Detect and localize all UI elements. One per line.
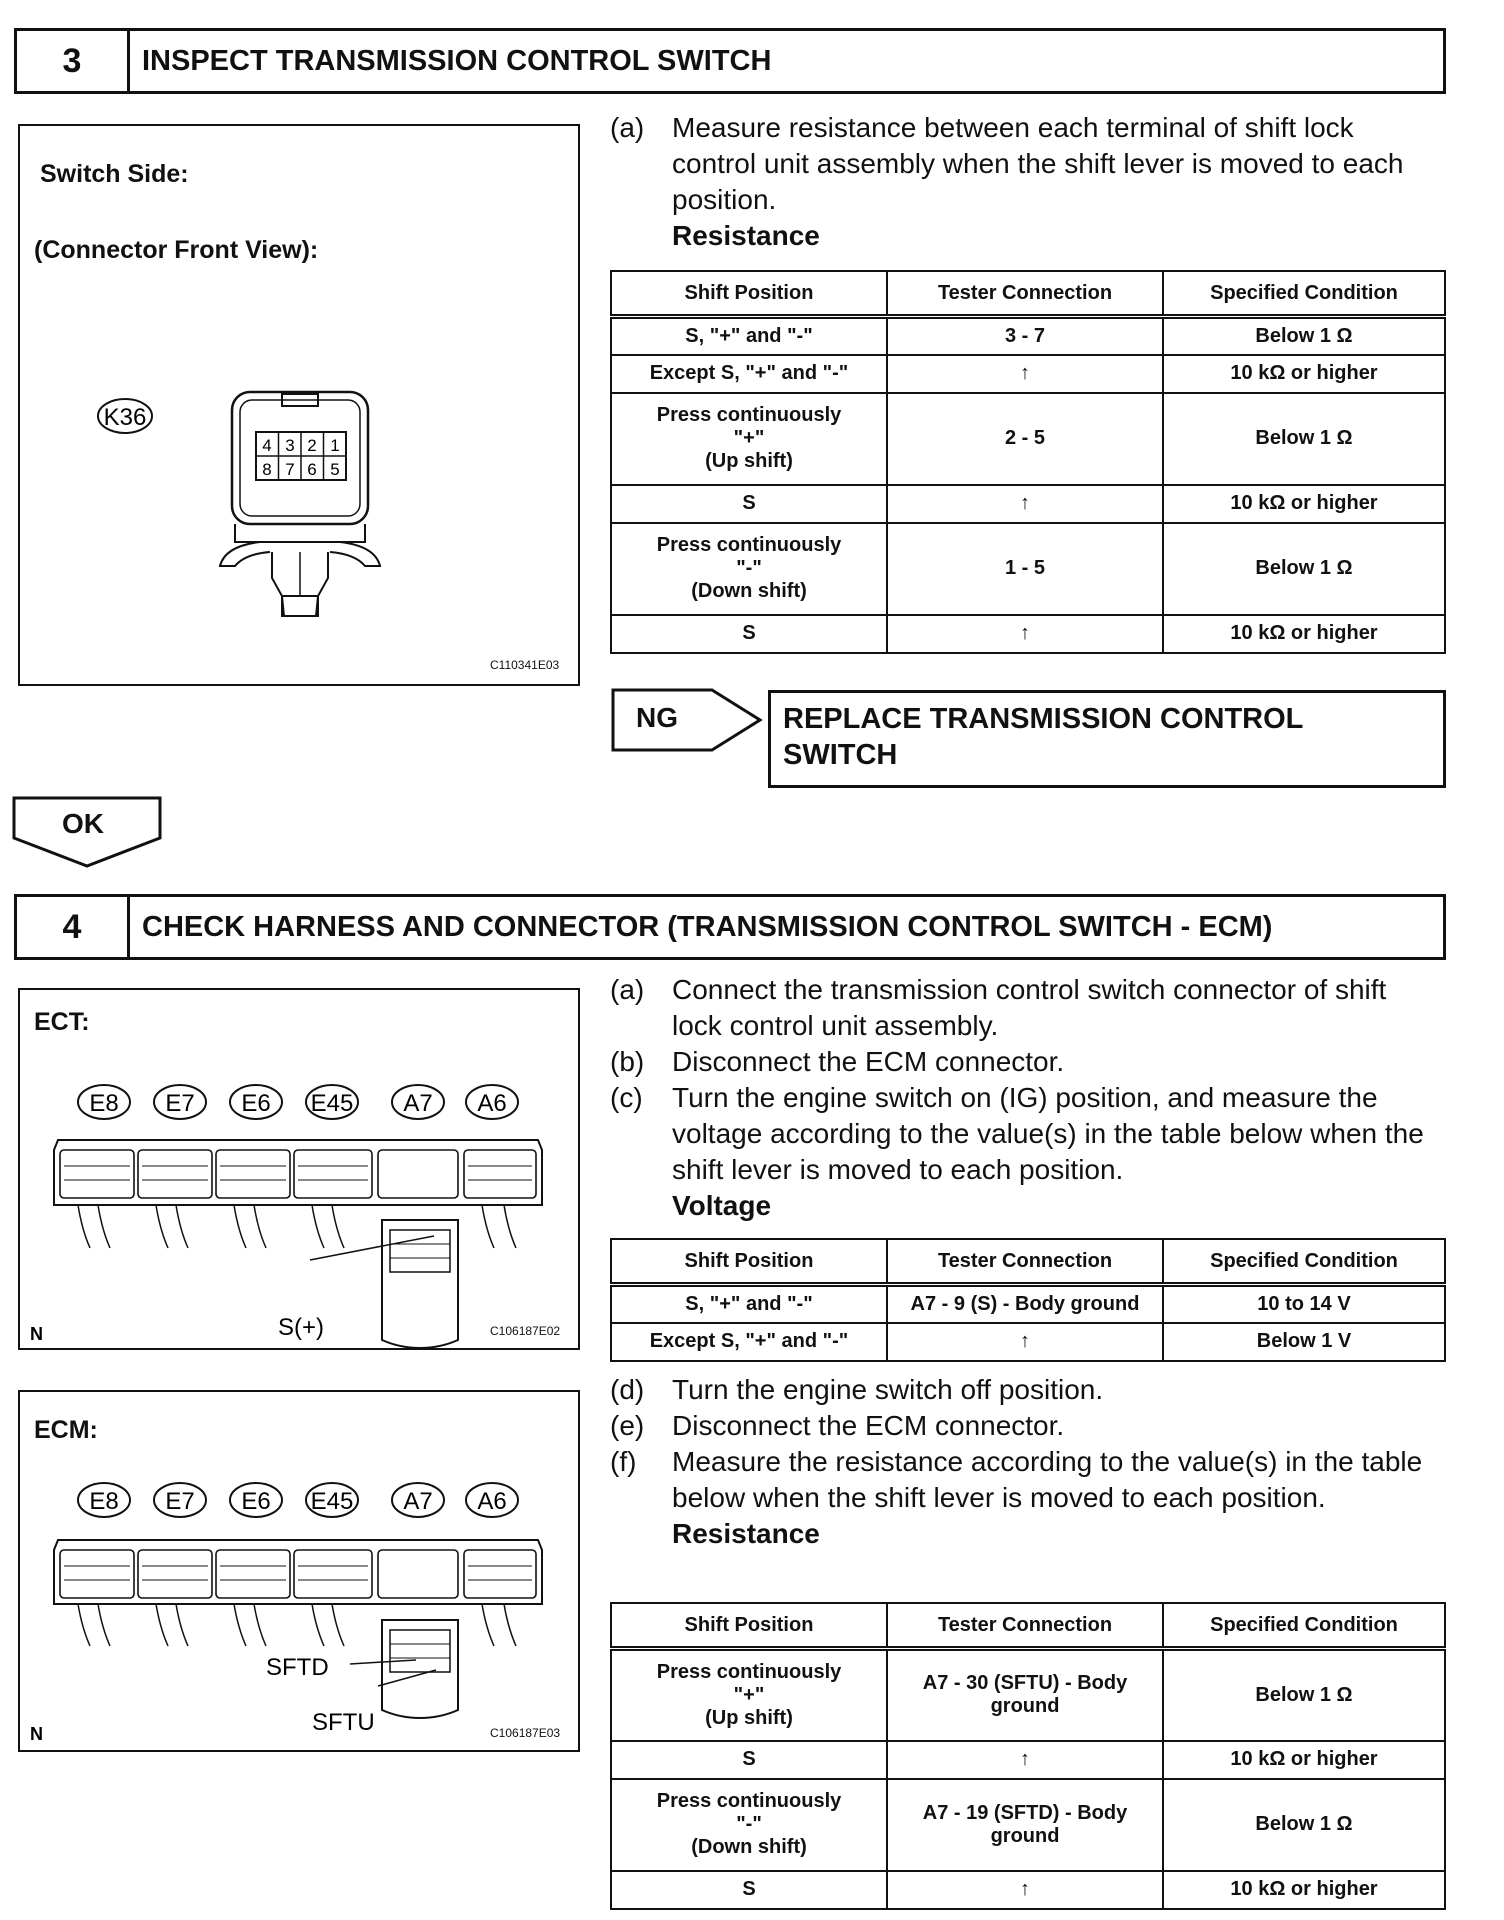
conn-e7: E7 [165,1488,195,1515]
step3-number: 3 [17,31,130,91]
cell-position: S [611,615,887,653]
col-header: Shift Position [611,1239,887,1285]
table-row [611,523,1445,615]
table-row [611,1871,1445,1909]
conn-e8: E8 [89,1488,119,1515]
step4-instructions-1 [610,972,1442,1224]
pin-4: 4 [262,436,272,455]
cell-position [611,1649,887,1741]
cell-condition: 10 kΩ or higher [1163,1741,1445,1779]
ect-ecu-drawing [20,990,578,1348]
cell-line: A7 - 30 (SFTU) - Body [922,1672,1128,1695]
table-row [611,355,1445,393]
cell-connection [887,1649,1163,1741]
figure-code: C106187E03 [490,1726,561,1740]
corner-n: N [30,1324,43,1344]
switch-side-label: Switch Side: [40,160,189,188]
conn-e6: E6 [241,1090,271,1117]
step3-title: INSPECT TRANSMISSION CONTROL SWITCH [142,44,772,77]
instruction-d [610,1372,1442,1408]
cell-line: "+" [733,1683,765,1706]
cell-condition: 10 kΩ or higher [1163,615,1445,653]
cell-position: S [611,1741,887,1779]
instruction-a [610,110,1442,218]
conn-e45: E45 [310,1090,354,1117]
cell-connection: ↑ [887,1871,1163,1909]
resistance-table-3 [610,270,1446,654]
table-row [611,317,1445,355]
instruction-text: Turn the engine switch on (IG) position, and measure the voltage according to the value(s) in the table below when the shift lever is moved to each position. [672,1082,1424,1185]
ok-label: OK [62,808,104,839]
step4-number: 4 [17,897,130,957]
resistance-table-4 [610,1602,1446,1910]
col-header: Specified Condition [1163,271,1445,317]
cell-connection: 3 - 7 [887,317,1163,355]
ect-connector-figure [18,988,580,1350]
conn-a7: A7 [403,1488,433,1515]
conn-a7: A7 [403,1090,433,1117]
table-row [611,615,1445,653]
instruction-letter: (b) [610,1046,645,1077]
cell-condition: 10 kΩ or higher [1163,355,1445,393]
ng-label: NG [636,702,678,733]
cell-connection: ↑ [887,485,1163,523]
ng-action-box [768,690,1446,788]
instruction-b [610,1044,1442,1080]
cell-line: "-" [736,1813,762,1835]
col-header: Tester Connection [887,1603,1163,1649]
sftd-label: SFTD [266,1654,329,1681]
cell-line: "-" [736,557,762,579]
step3-header [14,28,1446,94]
table-title: Voltage [672,1190,772,1221]
figure-code: C106187E02 [490,1324,561,1338]
step4-header [14,894,1446,960]
col-header: Shift Position [611,1603,887,1649]
cell-line: ground [990,1824,1060,1847]
cell-connection: 1 - 5 [887,523,1163,615]
cell-position [611,393,887,485]
cell-position: S [611,485,887,523]
k36-label: K36 [103,404,147,431]
switch-connector-drawing [20,126,578,684]
pin-5: 5 [330,460,340,479]
table-row [611,1649,1445,1741]
cell-connection: ↑ [887,1741,1163,1779]
connector-front-view-label: (Connector Front View): [34,236,319,264]
instruction-a [610,972,1442,1044]
step4-instructions-2 [610,1372,1442,1552]
instruction-text: Disconnect the ECM connector. [672,1046,1065,1077]
cell-line: "+" [733,427,765,449]
cell-line: Press continuously [656,404,842,426]
cell-condition: 10 kΩ or higher [1163,1871,1445,1909]
cell-line: A7 - 19 (SFTD) - Body [922,1801,1128,1824]
col-header: Specified Condition [1163,1239,1445,1285]
instruction-letter: (a) [610,112,645,143]
cell-line: (Down shift) [691,580,807,602]
conn-e45: E45 [310,1488,354,1515]
ng-action-line: REPLACE TRANSMISSION CONTROL [783,703,1304,735]
instruction-e [610,1408,1442,1444]
cell-condition: 10 to 14 V [1163,1285,1445,1323]
instruction-text: Measure resistance between each terminal of shift lock control unit assembly when the shift lever is moved to each position. [672,112,1404,215]
instruction-letter: (a) [610,974,645,1005]
cell-condition: 10 kΩ or higher [1163,485,1445,523]
pin-2: 2 [307,436,317,455]
instruction-f [610,1444,1442,1516]
table-row [611,1285,1445,1323]
cell-connection: ↑ [887,615,1163,653]
cell-condition: Below 1 Ω [1163,1779,1445,1871]
cell-position [611,1779,887,1871]
cell-line: (Down shift) [691,1836,807,1858]
pin-8: 8 [262,460,272,479]
pin-3: 3 [285,436,295,455]
conn-a6: A6 [477,1488,507,1515]
conn-a6: A6 [477,1090,507,1117]
col-header: Tester Connection [887,1239,1163,1285]
col-header: Tester Connection [887,271,1163,317]
cell-position [611,523,887,615]
conn-e7: E7 [165,1090,195,1117]
pin-1: 1 [330,436,340,455]
table-row [611,485,1445,523]
voltage-table [610,1238,1446,1362]
table-title: Resistance [672,1518,820,1549]
instruction-letter: (c) [610,1082,643,1113]
figure-code: C110341E03 [490,658,560,672]
conn-e8: E8 [89,1090,119,1117]
cell-condition: Below 1 Ω [1163,393,1445,485]
cell-line: Press continuously [656,534,842,556]
cell-connection [887,1779,1163,1871]
instruction-text: Connect the transmission control switch connector of shift lock control unit assembly. [672,974,1387,1041]
instruction-text: Turn the engine switch off position. [672,1374,1104,1405]
cell-line: (Up shift) [705,450,793,472]
instruction-letter: (f) [610,1446,637,1477]
cell-position: S, "+" and "-" [611,317,887,355]
cell-condition: Below 1 Ω [1163,317,1445,355]
cell-position: S [611,1871,887,1909]
switch-connector-figure [18,124,580,686]
instruction-text: Disconnect the ECM connector. [672,1410,1065,1441]
ecm-label: ECM: [34,1416,98,1444]
conn-e6: E6 [241,1488,271,1515]
pin-7: 7 [285,460,295,479]
cell-connection: ↑ [887,355,1163,393]
table-row [611,1323,1445,1361]
cell-line: (Up shift) [705,1706,793,1729]
table-row [611,1779,1445,1871]
corner-n: N [30,1724,43,1744]
step3-instructions [610,110,1442,254]
table-row [611,1741,1445,1779]
instruction-letter: (d) [610,1374,645,1405]
col-header: Specified Condition [1163,1603,1445,1649]
cell-line: Press continuously [656,1660,842,1683]
cell-connection: A7 - 9 (S) - Body ground [887,1285,1163,1323]
instruction-letter: (e) [610,1410,645,1441]
cell-condition: Below 1 V [1163,1323,1445,1361]
ng-action-line: SWITCH [783,739,898,771]
cell-line: ground [990,1695,1060,1718]
cell-line: Press continuously [656,1790,842,1812]
step4-title: CHECK HARNESS AND CONNECTOR (TRANSMISSION CONTROL SWITCH - ECM) [142,910,1273,943]
cell-condition: Below 1 Ω [1163,1649,1445,1741]
pin-6: 6 [307,460,317,479]
table-row [611,393,1445,485]
col-header: Shift Position [611,271,887,317]
cell-connection: 2 - 5 [887,393,1163,485]
s-plus-label: S(+) [278,1314,325,1341]
cell-position: S, "+" and "-" [611,1285,887,1323]
cell-position: Except S, "+" and "-" [611,355,887,393]
table-title: Resistance [672,220,820,251]
instruction-text: Measure the resistance according to the value(s) in the table below when the shift lever is moved to each position. [672,1446,1423,1513]
cell-condition: Below 1 Ω [1163,523,1445,615]
ecm-connector-figure [18,1390,580,1752]
instruction-c [610,1080,1442,1188]
ect-label: ECT: [34,1008,90,1036]
sftu-label: SFTU [312,1709,375,1736]
cell-position: Except S, "+" and "-" [611,1323,887,1361]
ecm-ecu-drawing [20,1392,578,1750]
cell-connection: ↑ [887,1323,1163,1361]
